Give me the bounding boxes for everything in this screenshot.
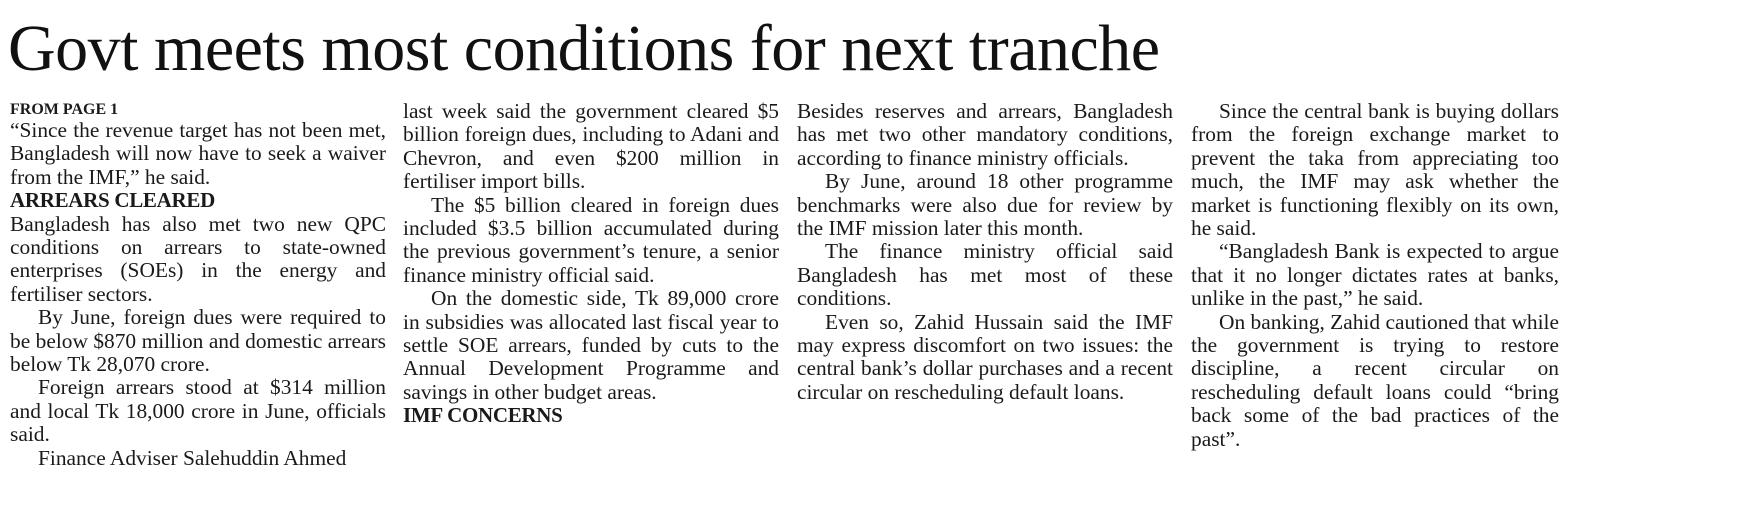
subhead-arrears-cleared: ARREARS CLEARED <box>10 188 215 213</box>
headline: Govt meets most conditions for next tranche <box>8 12 1160 85</box>
paragraph: Bangladesh has also met two new QPC conditions on arrears to state-owned enterprises (SOEs) in the energy and fertiliser sectors. <box>10 211 386 306</box>
paragraph: Since the central bank is buying dollars from the foreign exchange market to prevent the taka from appreciating too much, the IMF may ask whether the market is functioning flexibly on its own, he said. <box>1191 99 1559 241</box>
paragraph: On the domestic side, Tk 89,000 crore in subsidies was allocated last fiscal year to settle SOE arrears, funded by cuts to the Annual Development Programme and savings in other budget areas. <box>403 286 779 404</box>
paragraph: Foreign arrears stood at $314 million and local Tk 18,000 crore in June, officials said. <box>10 375 386 447</box>
paragraph: By June, around 18 other programme benchmarks were also due for review by the IMF mission later this month. <box>797 169 1173 241</box>
subhead-imf-concerns: IMF CONCERNS <box>403 403 563 428</box>
article-column-4 <box>1191 100 1559 451</box>
paragraph: “Since the revenue target has not been met, Bangladesh will now have to seek a waiver from the IMF,” he said. <box>10 118 386 189</box>
paragraph: Besides reserves and arrears, Bangladesh has met two other mandatory conditions, according to finance ministry officials. <box>797 99 1173 170</box>
paragraph: “Bangladesh Bank is expected to argue that it no longer dictates rates at banks, unlike in the past,” he said. <box>1191 239 1559 311</box>
continuation-kicker: FROM PAGE 1 <box>10 101 119 118</box>
paragraph: Even so, Zahid Hussain said the IMF may express discomfort on two issues: the central bank’s dollar purchases and a recent circular on rescheduling default loans. <box>797 309 1173 404</box>
paragraph: On banking, Zahid cautioned that while the government is trying to restore discipline, a recent circular on rescheduling default loans could “bring back some of the bad practices of the past”. <box>1191 309 1559 451</box>
paragraph: The $5 billion cleared in foreign dues included $3.5 billion accumulated during the previous government’s tenure, a senior finance ministry official said. <box>403 192 779 287</box>
paragraph: Finance Adviser Salehuddin Ahmed <box>38 445 347 470</box>
article-column-2 <box>403 100 779 428</box>
paragraph: By June, foreign dues were required to be below $870 million and domestic arrears below Tk 28,070 crore. <box>10 305 386 377</box>
paragraph: last week said the government cleared $5 billion foreign dues, including to Adani and Chevron, and even $200 million in fertiliser import bills. <box>403 99 779 194</box>
article-column-1 <box>10 100 386 470</box>
article-column-3 <box>797 100 1173 404</box>
paragraph: The finance ministry official said Bangladesh has met most of these conditions. <box>797 239 1173 311</box>
